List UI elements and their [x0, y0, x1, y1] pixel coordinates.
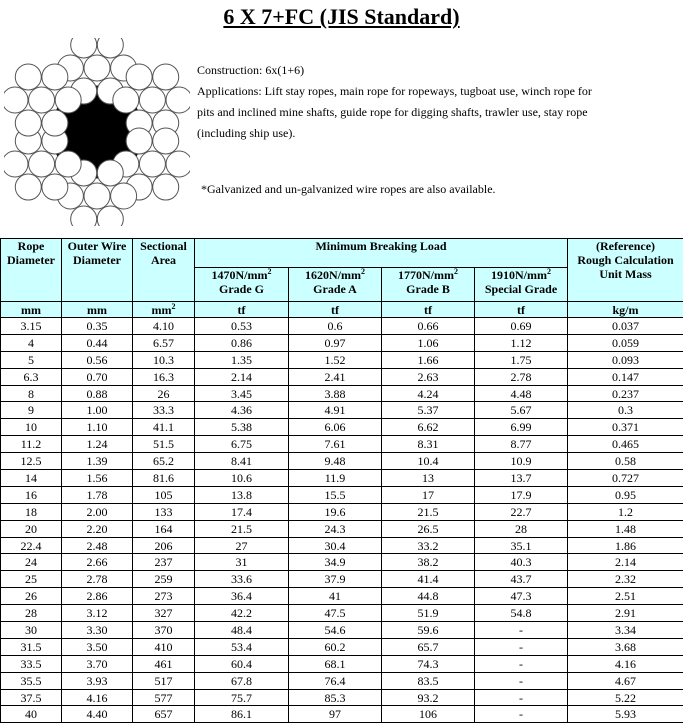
- cell-grade-g: 2.14: [195, 368, 289, 385]
- superscript: 2: [361, 267, 365, 276]
- cell-special-grade: 5.67: [475, 402, 568, 419]
- table-row: [1, 402, 683, 419]
- table-row: [1, 571, 683, 588]
- cell-sectional-area: 133: [133, 503, 195, 520]
- cell-special-grade: 22.7: [475, 503, 568, 520]
- table-row: [1, 453, 683, 470]
- cell-rope-diameter: 37.5: [1, 689, 62, 706]
- cell-grade-a: 2.41: [289, 368, 382, 385]
- cell-unit-mass: 1.48: [568, 520, 683, 537]
- cell-outer-wire: 3.50: [62, 638, 133, 655]
- cell-sectional-area: 206: [133, 537, 195, 554]
- cell-unit-mass: 0.95: [568, 486, 683, 503]
- cell-grade-g: 67.8: [195, 672, 289, 689]
- construction-text: Construction: 6x(1+6): [197, 60, 597, 81]
- cell-grade-a: 85.3: [289, 689, 382, 706]
- strand-wire: [55, 87, 81, 113]
- special-grade-label: Special Grade: [485, 282, 557, 296]
- cell-outer-wire: 2.00: [62, 503, 133, 520]
- cell-sectional-area: 41.1: [133, 419, 195, 436]
- cell-grade-a: 97: [289, 706, 382, 723]
- table-row: [1, 318, 683, 335]
- cell-grade-a: 9.48: [289, 453, 382, 470]
- cell-unit-mass: 2.14: [568, 554, 683, 571]
- table-row: [1, 520, 683, 537]
- cell-unit-mass: 5.22: [568, 689, 683, 706]
- cell-special-grade: 28: [475, 520, 568, 537]
- superscript: 2: [547, 267, 551, 276]
- cell-rope-diameter: 4: [1, 334, 62, 351]
- cell-grade-b: 59.6: [382, 622, 475, 639]
- strand-center-wire: [139, 151, 165, 177]
- grade-g-label: Grade G: [219, 282, 264, 296]
- strand-wire: [153, 174, 179, 200]
- cell-rope-diameter: 24: [1, 554, 62, 571]
- cell-special-grade: 40.3: [475, 554, 568, 571]
- cell-special-grade: -: [475, 689, 568, 706]
- strand-wire: [153, 64, 179, 90]
- strand-wire: [111, 183, 137, 209]
- cell-sectional-area: 237: [133, 554, 195, 571]
- cell-sectional-area: 65.2: [133, 453, 195, 470]
- strand-wire: [126, 64, 152, 90]
- cell-unit-mass: 0.727: [568, 470, 683, 487]
- cell-grade-a: 47.5: [289, 605, 382, 622]
- cell-grade-g: 33.6: [195, 571, 289, 588]
- cell-outer-wire: 1.56: [62, 470, 133, 487]
- strand-center-wire: [139, 87, 165, 113]
- unit-area: mm: [152, 303, 172, 317]
- cell-unit-mass: 2.91: [568, 605, 683, 622]
- cell-unit-mass: 0.371: [568, 419, 683, 436]
- cell-grade-b: 83.5: [382, 672, 475, 689]
- cell-grade-g: 13.8: [195, 486, 289, 503]
- cell-outer-wire: 1.00: [62, 402, 133, 419]
- strand-wire: [113, 87, 139, 113]
- cell-grade-g: 8.41: [195, 453, 289, 470]
- cell-outer-wire: 2.66: [62, 554, 133, 571]
- cell-rope-diameter: 22.4: [1, 537, 62, 554]
- cell-outer-wire: 3.30: [62, 622, 133, 639]
- cell-grade-b: 44.8: [382, 588, 475, 605]
- strand-wire: [126, 128, 152, 154]
- cell-grade-a: 19.6: [289, 503, 382, 520]
- cell-unit-mass: 2.51: [568, 588, 683, 605]
- cell-sectional-area: 410: [133, 638, 195, 655]
- header-unit-mass-line2: Rough Calculation: [568, 253, 683, 267]
- table-row: [1, 672, 683, 689]
- cell-special-grade: 54.8: [475, 605, 568, 622]
- strand-center-wire: [84, 183, 110, 209]
- cell-rope-diameter: 11.2: [1, 436, 62, 453]
- cell-grade-b: 74.3: [382, 655, 475, 672]
- cell-unit-mass: 4.67: [568, 672, 683, 689]
- cell-rope-diameter: 16: [1, 486, 62, 503]
- table-row: [1, 537, 683, 554]
- cell-rope-diameter: 28: [1, 605, 62, 622]
- cell-grade-a: 11.9: [289, 470, 382, 487]
- cell-special-grade: 4.48: [475, 385, 568, 402]
- cell-grade-a: 1.52: [289, 351, 382, 368]
- cell-unit-mass: 4.16: [568, 655, 683, 672]
- cell-sectional-area: 164: [133, 520, 195, 537]
- cell-sectional-area: 461: [133, 655, 195, 672]
- cell-outer-wire: 3.70: [62, 655, 133, 672]
- cell-special-grade: 8.77: [475, 436, 568, 453]
- table-row: [1, 486, 683, 503]
- strand-wire: [71, 38, 97, 58]
- cell-outer-wire: 1.24: [62, 436, 133, 453]
- cell-grade-g: 75.7: [195, 689, 289, 706]
- cell-outer-wire: 2.48: [62, 537, 133, 554]
- strand-center-wire: [84, 55, 110, 81]
- strand-wire: [4, 87, 28, 113]
- cell-outer-wire: 2.78: [62, 571, 133, 588]
- cell-unit-mass: 1.86: [568, 537, 683, 554]
- cell-sectional-area: 273: [133, 588, 195, 605]
- unit-cell: kg/m: [568, 302, 683, 318]
- cell-grade-b: 93.2: [382, 689, 475, 706]
- cell-grade-a: 37.9: [289, 571, 382, 588]
- cell-grade-b: 6.62: [382, 419, 475, 436]
- grade-g-strength: 1470N/mm: [212, 268, 268, 282]
- cell-grade-g: 31: [195, 554, 289, 571]
- cell-grade-a: 3.88: [289, 385, 382, 402]
- header-unit-mass: [568, 239, 683, 302]
- availability-note: *Galvanized and un-galvanized wire ropes are also available.: [201, 182, 496, 197]
- cell-rope-diameter: 3.15: [1, 318, 62, 335]
- strand-wire: [55, 151, 81, 177]
- cell-grade-g: 5.38: [195, 419, 289, 436]
- strand-wire: [15, 64, 41, 90]
- cell-special-grade: -: [475, 638, 568, 655]
- cell-special-grade: 10.9: [475, 453, 568, 470]
- cell-grade-g: 86.1: [195, 706, 289, 723]
- unit-cell: tf: [195, 302, 289, 318]
- cell-grade-g: 60.4: [195, 655, 289, 672]
- cell-grade-g: 53.4: [195, 638, 289, 655]
- cell-unit-mass: 2.32: [568, 571, 683, 588]
- cell-outer-wire: 4.16: [62, 689, 133, 706]
- cell-rope-diameter: 6.3: [1, 368, 62, 385]
- header-min-breaking-load: Minimum Breaking Load: [195, 239, 568, 268]
- cell-grade-b: 51.9: [382, 605, 475, 622]
- cell-grade-a: 34.9: [289, 554, 382, 571]
- applications-text: Applications: Lift stay ropes, main rope for ropeways, tugboat use, winch rope for pits and inclined mine shafts, guide rope for digging shafts, trawler use, stay rope (including ship use).: [197, 81, 597, 144]
- rope-spec-table: [0, 238, 683, 723]
- table-row: [1, 605, 683, 622]
- header-grade-b: [382, 268, 475, 302]
- cell-unit-mass: 1.2: [568, 503, 683, 520]
- cell-special-grade: 35.1: [475, 537, 568, 554]
- strand-wire: [97, 38, 123, 58]
- cell-grade-g: 0.53: [195, 318, 289, 335]
- units-row: [1, 302, 683, 318]
- table-row: [1, 419, 683, 436]
- table-row: [1, 706, 683, 723]
- cell-rope-diameter: 8: [1, 385, 62, 402]
- cell-grade-b: 2.63: [382, 368, 475, 385]
- cell-grade-g: 10.6: [195, 470, 289, 487]
- cell-rope-diameter: 9: [1, 402, 62, 419]
- cell-grade-b: 4.24: [382, 385, 475, 402]
- grade-a-strength: 1620N/mm: [305, 268, 361, 282]
- cell-grade-g: 27: [195, 537, 289, 554]
- cell-grade-b: 41.4: [382, 571, 475, 588]
- header-grade-g: [195, 268, 289, 302]
- rope-cross-section-image: [4, 38, 190, 226]
- cell-unit-mass: 0.58: [568, 453, 683, 470]
- table-row: [1, 368, 683, 385]
- cell-rope-diameter: 10: [1, 419, 62, 436]
- cell-grade-a: 0.97: [289, 334, 382, 351]
- cell-special-grade: 43.7: [475, 571, 568, 588]
- strand-wire: [42, 64, 68, 90]
- cell-special-grade: 1.12: [475, 334, 568, 351]
- cell-grade-a: 4.91: [289, 402, 382, 419]
- cell-special-grade: 6.99: [475, 419, 568, 436]
- cell-special-grade: 13.7: [475, 470, 568, 487]
- table-row: [1, 436, 683, 453]
- cell-sectional-area: 259: [133, 571, 195, 588]
- cell-grade-g: 36.4: [195, 588, 289, 605]
- superscript: 2: [454, 267, 458, 276]
- strand-wire: [97, 206, 123, 226]
- cell-unit-mass: 0.237: [568, 385, 683, 402]
- cell-sectional-area: 327: [133, 605, 195, 622]
- cell-rope-diameter: 14: [1, 470, 62, 487]
- cell-sectional-area: 577: [133, 689, 195, 706]
- cell-special-grade: -: [475, 672, 568, 689]
- cell-unit-mass: 0.059: [568, 334, 683, 351]
- cell-unit-mass: 5.93: [568, 706, 683, 723]
- cell-unit-mass: 0.147: [568, 368, 683, 385]
- grade-a-label: Grade A: [313, 282, 357, 296]
- table-row: [1, 351, 683, 368]
- cell-sectional-area: 105: [133, 486, 195, 503]
- cell-outer-wire: 4.40: [62, 706, 133, 723]
- cell-grade-g: 21.5: [195, 520, 289, 537]
- unit-cell: mm: [62, 302, 133, 318]
- cell-rope-diameter: 25: [1, 571, 62, 588]
- cell-sectional-area: 10.3: [133, 351, 195, 368]
- header-rope-diameter: Rope Diameter: [1, 239, 62, 302]
- cell-grade-g: 42.2: [195, 605, 289, 622]
- strand-wire: [4, 151, 28, 177]
- cell-grade-a: 41: [289, 588, 382, 605]
- cell-grade-a: 0.6: [289, 318, 382, 335]
- cell-rope-diameter: 12.5: [1, 453, 62, 470]
- cell-grade-g: 4.36: [195, 402, 289, 419]
- cell-outer-wire: 0.70: [62, 368, 133, 385]
- cell-special-grade: -: [475, 706, 568, 723]
- cell-rope-diameter: 31.5: [1, 638, 62, 655]
- grade-b-label: Grade B: [406, 282, 450, 296]
- unit-cell: tf: [382, 302, 475, 318]
- cell-unit-mass: 0.093: [568, 351, 683, 368]
- table-row: [1, 622, 683, 639]
- cell-unit-mass: 0.465: [568, 436, 683, 453]
- strand-wire: [71, 206, 97, 226]
- cell-sectional-area: 657: [133, 706, 195, 723]
- cell-unit-mass: 0.3: [568, 402, 683, 419]
- cell-sectional-area: 33.3: [133, 402, 195, 419]
- cell-rope-diameter: 40: [1, 706, 62, 723]
- table-row: [1, 334, 683, 351]
- table-row: [1, 385, 683, 402]
- cell-sectional-area: 517: [133, 672, 195, 689]
- strand-wire: [15, 110, 41, 136]
- strand-wire: [42, 110, 68, 136]
- cell-sectional-area: 370: [133, 622, 195, 639]
- cell-special-grade: -: [475, 622, 568, 639]
- cell-grade-a: 15.5: [289, 486, 382, 503]
- cell-grade-g: 1.35: [195, 351, 289, 368]
- cell-grade-a: 30.4: [289, 537, 382, 554]
- cell-outer-wire: 1.39: [62, 453, 133, 470]
- header-outer-wire-diameter: Outer Wire Diameter: [62, 239, 133, 302]
- cell-grade-a: 76.4: [289, 672, 382, 689]
- cell-grade-b: 13: [382, 470, 475, 487]
- cell-unit-mass: 3.34: [568, 622, 683, 639]
- cell-sectional-area: 4.10: [133, 318, 195, 335]
- cell-unit-mass: 0.037: [568, 318, 683, 335]
- cell-grade-b: 0.66: [382, 318, 475, 335]
- strand-wire: [153, 128, 179, 154]
- cell-rope-diameter: 26: [1, 588, 62, 605]
- unit-cell: mm: [1, 302, 62, 318]
- special-grade-strength: 1910N/mm: [491, 268, 547, 282]
- cell-special-grade: 47.3: [475, 588, 568, 605]
- unit-cell: tf: [475, 302, 568, 318]
- page-title: 6 X 7+FC (JIS Standard): [0, 4, 683, 30]
- cell-grade-a: 68.1: [289, 655, 382, 672]
- cell-rope-diameter: 20: [1, 520, 62, 537]
- unit-cell: tf: [289, 302, 382, 318]
- header-grade-a: [289, 268, 382, 302]
- superscript: 2: [172, 302, 176, 311]
- cell-grade-b: 5.37: [382, 402, 475, 419]
- grade-b-strength: 1770N/mm: [398, 268, 454, 282]
- cell-rope-diameter: 35.5: [1, 672, 62, 689]
- cell-grade-a: 60.2: [289, 638, 382, 655]
- cell-grade-b: 33.2: [382, 537, 475, 554]
- cell-grade-b: 10.4: [382, 453, 475, 470]
- cell-rope-diameter: 33.5: [1, 655, 62, 672]
- cell-outer-wire: 0.56: [62, 351, 133, 368]
- cell-grade-b: 1.66: [382, 351, 475, 368]
- strand-center-wire: [29, 87, 55, 113]
- table-row: [1, 554, 683, 571]
- cell-special-grade: -: [475, 655, 568, 672]
- cell-grade-g: 0.86: [195, 334, 289, 351]
- cell-special-grade: 17.9: [475, 486, 568, 503]
- cell-grade-b: 38.2: [382, 554, 475, 571]
- cell-grade-g: 48.4: [195, 622, 289, 639]
- cell-grade-b: 65.7: [382, 638, 475, 655]
- table-row: [1, 588, 683, 605]
- cell-sectional-area: 51.5: [133, 436, 195, 453]
- cell-sectional-area: 16.3: [133, 368, 195, 385]
- cell-grade-b: 1.06: [382, 334, 475, 351]
- table-row: [1, 689, 683, 706]
- strand-wire: [166, 151, 190, 177]
- cell-outer-wire: 1.78: [62, 486, 133, 503]
- cell-sectional-area: 81.6: [133, 470, 195, 487]
- strand-wire: [15, 174, 41, 200]
- header-special-grade: [475, 268, 568, 302]
- cell-sectional-area: 26: [133, 385, 195, 402]
- cell-grade-b: 106: [382, 706, 475, 723]
- cell-grade-a: 6.06: [289, 419, 382, 436]
- header-unit-mass-line3: Unit Mass: [568, 267, 683, 281]
- cell-grade-a: 54.6: [289, 622, 382, 639]
- table-row: [1, 638, 683, 655]
- cell-special-grade: 0.69: [475, 318, 568, 335]
- cell-special-grade: 1.75: [475, 351, 568, 368]
- table-row: [1, 470, 683, 487]
- cell-outer-wire: 3.12: [62, 605, 133, 622]
- table-row: [1, 503, 683, 520]
- cell-grade-b: 26.5: [382, 520, 475, 537]
- cell-outer-wire: 2.86: [62, 588, 133, 605]
- cell-unit-mass: 3.68: [568, 638, 683, 655]
- strand-wire: [97, 160, 123, 186]
- strand-wire: [42, 174, 68, 200]
- cell-outer-wire: 2.20: [62, 520, 133, 537]
- strand-center-wire: [29, 151, 55, 177]
- cell-grade-g: 17.4: [195, 503, 289, 520]
- table-row: [1, 655, 683, 672]
- cell-rope-diameter: 5: [1, 351, 62, 368]
- cell-grade-b: 21.5: [382, 503, 475, 520]
- header-unit-mass-line1: (Reference): [568, 239, 683, 253]
- cell-rope-diameter: 18: [1, 503, 62, 520]
- cell-grade-a: 7.61: [289, 436, 382, 453]
- cell-grade-g: 3.45: [195, 385, 289, 402]
- cell-rope-diameter: 30: [1, 622, 62, 639]
- cell-sectional-area: 6.57: [133, 334, 195, 351]
- superscript: 2: [268, 267, 272, 276]
- unit-cell: [133, 302, 195, 318]
- cell-outer-wire: 1.10: [62, 419, 133, 436]
- cell-outer-wire: 0.44: [62, 334, 133, 351]
- cell-grade-g: 6.75: [195, 436, 289, 453]
- cell-special-grade: 2.78: [475, 368, 568, 385]
- cell-grade-a: 24.3: [289, 520, 382, 537]
- cell-outer-wire: 3.93: [62, 672, 133, 689]
- header-sectional-area: Sectional Area: [133, 239, 195, 302]
- cell-outer-wire: 0.88: [62, 385, 133, 402]
- cell-outer-wire: 0.35: [62, 318, 133, 335]
- strand-wire: [166, 87, 190, 113]
- cell-grade-b: 17: [382, 486, 475, 503]
- cell-grade-b: 8.31: [382, 436, 475, 453]
- rope-description: [197, 60, 597, 144]
